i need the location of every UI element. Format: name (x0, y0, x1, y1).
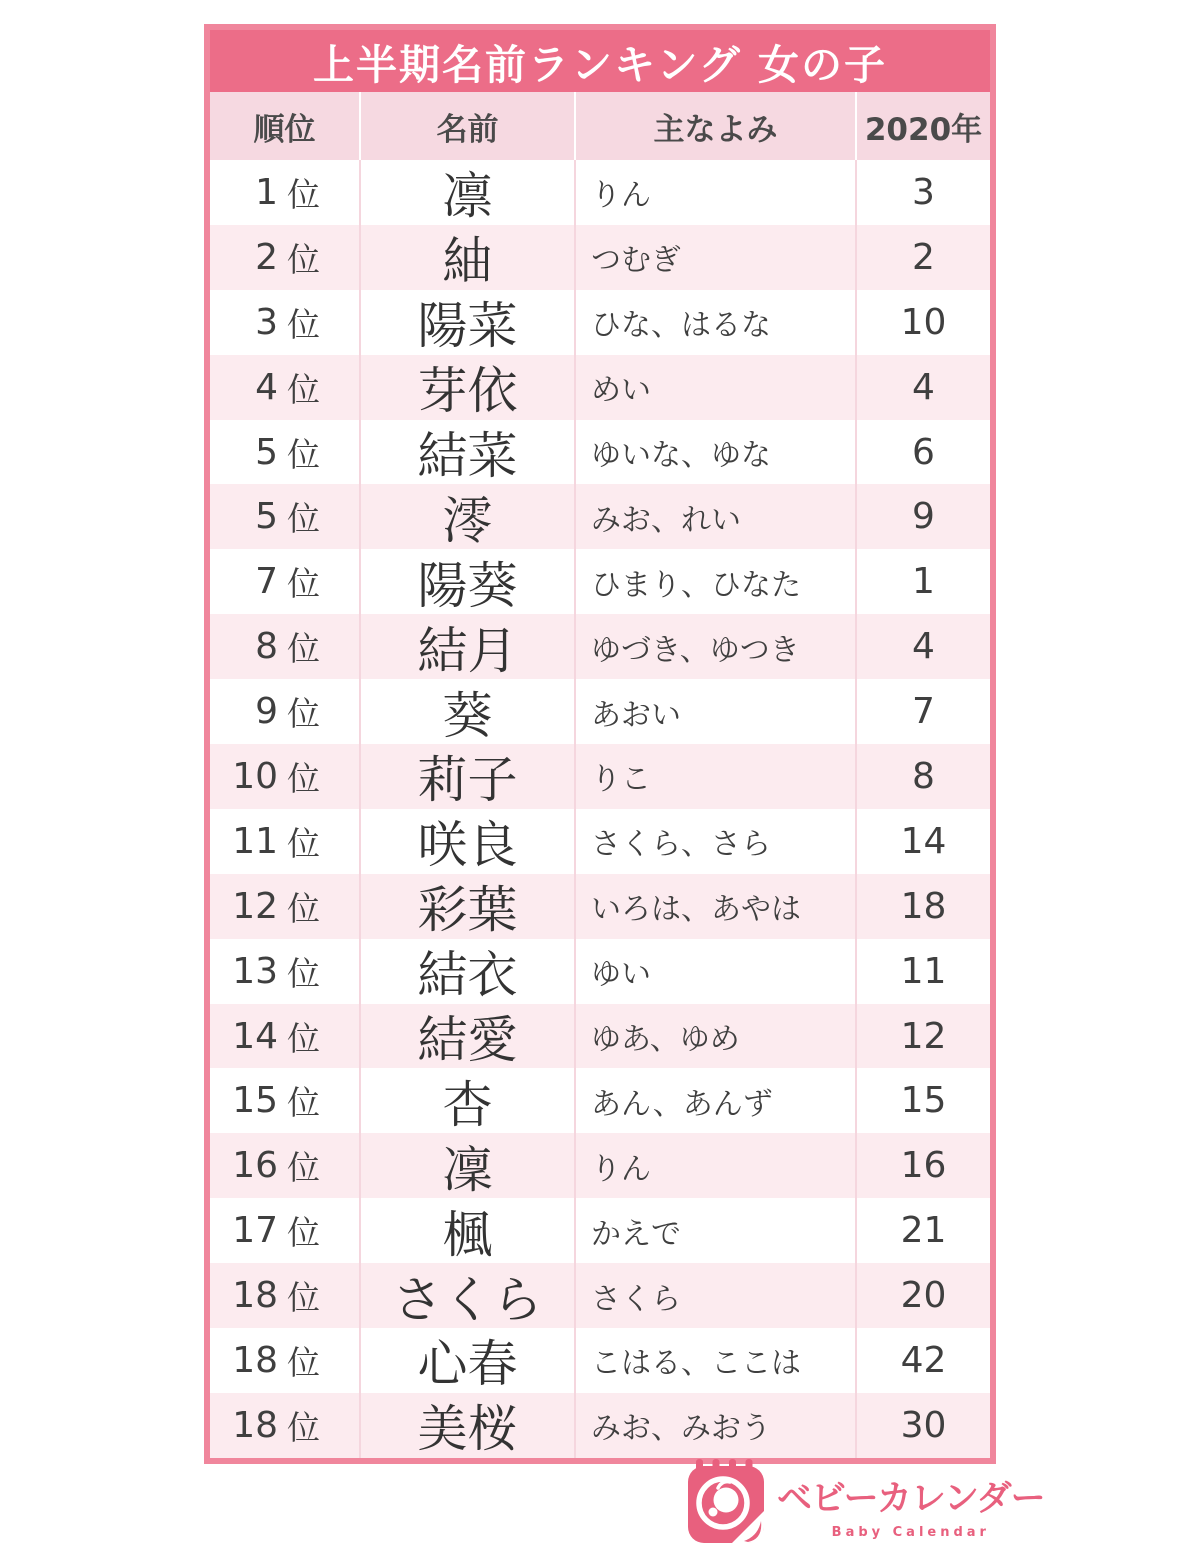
name-cell: 芽依 (361, 355, 576, 420)
reading-cell: めい (576, 355, 857, 420)
table-row (210, 614, 990, 679)
table-row (210, 1198, 990, 1263)
column-header-rank: 順位 (210, 92, 361, 160)
reading-cell: ゆづき、ゆつき (576, 614, 857, 679)
table-row (210, 225, 990, 290)
rank-number: 16 (232, 1145, 278, 1187)
rank-cell (210, 420, 361, 485)
table-row (210, 1004, 990, 1069)
name-cell: 結愛 (361, 1004, 576, 1069)
rank-2020-cell: 4 (912, 626, 935, 668)
brand-name: ベビーカレンダー (777, 1479, 1045, 1519)
rank-number: 3 (255, 301, 278, 343)
name-cell: 結菜 (361, 420, 576, 485)
rank-suffix: 位 (287, 499, 320, 539)
rank-cell (210, 744, 361, 809)
rank-number: 8 (255, 626, 278, 668)
reading-cell: さくら、さら (576, 809, 857, 874)
rank-number: 18 (232, 1339, 278, 1381)
rank-number: 18 (232, 1404, 278, 1446)
rank-suffix: 位 (287, 1083, 320, 1123)
table-row (210, 484, 990, 549)
reading-cell: ゆいな、ゆな (576, 420, 857, 485)
rank-number: 2 (255, 236, 278, 278)
rank-suffix: 位 (287, 1213, 320, 1253)
rank-2020-cell: 20 (900, 1275, 947, 1317)
table-row (210, 355, 990, 420)
rank-2020-cell: 18 (900, 885, 947, 927)
table-row (210, 1133, 990, 1198)
rank-suffix: 位 (287, 1342, 320, 1382)
rank-suffix: 位 (287, 174, 320, 214)
rank-cell (210, 225, 361, 290)
table-row (210, 1393, 990, 1458)
rank-suffix: 位 (287, 1278, 320, 1318)
column-header-reading: 主なよみ (576, 92, 857, 160)
table-row (210, 290, 990, 355)
reading-cell: こはる、ここは (576, 1328, 857, 1393)
rank-number: 4 (255, 366, 278, 408)
rank-cell (210, 290, 361, 355)
rank-suffix: 位 (287, 564, 320, 604)
rank-2020-cell: 3 (912, 171, 935, 213)
rank-suffix: 位 (287, 629, 320, 669)
rank-2020-cell: 2 (912, 236, 935, 278)
rank-cell (210, 1328, 361, 1393)
rank-cell (210, 874, 361, 939)
baby-calendar-logo (688, 1459, 1045, 1543)
reading-cell: あおい (576, 679, 857, 744)
table-row (210, 809, 990, 874)
rank-suffix: 位 (287, 758, 320, 798)
table-title: 上半期名前ランキング 女の子 (210, 30, 990, 92)
rank-cell (210, 1198, 361, 1263)
rank-2020-cell: 42 (900, 1339, 947, 1381)
rank-number: 12 (232, 885, 278, 927)
rank-cell (210, 809, 361, 874)
rank-suffix: 位 (287, 1148, 320, 1188)
name-cell: 心春 (361, 1328, 576, 1393)
table-row (210, 420, 990, 485)
rank-number: 14 (232, 1015, 278, 1057)
rank-2020-cell: 4 (912, 366, 935, 408)
name-cell: 陽葵 (361, 549, 576, 614)
rank-cell (210, 355, 361, 420)
rank-cell (210, 679, 361, 744)
reading-cell: あん、あんず (576, 1068, 857, 1133)
rank-number: 5 (255, 431, 278, 473)
name-cell: 葵 (361, 679, 576, 744)
rank-2020-cell: 6 (912, 431, 935, 473)
rank-suffix: 位 (287, 1407, 320, 1447)
rank-suffix: 位 (287, 823, 320, 863)
table-row (210, 1263, 990, 1328)
table-row (210, 1068, 990, 1133)
table-row (210, 744, 990, 809)
rank-number: 18 (232, 1275, 278, 1317)
rank-cell (210, 1068, 361, 1133)
table-row (210, 549, 990, 614)
name-cell: 莉子 (361, 744, 576, 809)
rank-cell (210, 549, 361, 614)
rank-2020-cell: 11 (900, 950, 947, 992)
name-ranking-table (204, 24, 996, 1464)
reading-cell: つむぎ (576, 225, 857, 290)
table-row (210, 939, 990, 1004)
rank-cell (210, 939, 361, 1004)
rank-number: 13 (232, 950, 278, 992)
rank-2020-cell: 30 (900, 1404, 947, 1446)
table-row (210, 679, 990, 744)
name-cell: 陽菜 (361, 290, 576, 355)
table-row (210, 874, 990, 939)
rank-cell (210, 160, 361, 225)
reading-cell: ひな、はるな (576, 290, 857, 355)
rank-number: 11 (232, 820, 278, 862)
rank-number: 10 (232, 755, 278, 797)
name-cell: 紬 (361, 225, 576, 290)
rank-cell (210, 1133, 361, 1198)
reading-cell: みお、みおう (576, 1393, 857, 1458)
column-header-name: 名前 (361, 92, 576, 160)
brand-subtitle: Baby Calendar (831, 1525, 990, 1540)
rank-2020-cell: 14 (900, 820, 947, 862)
rank-suffix: 位 (287, 888, 320, 928)
rank-number: 7 (255, 561, 278, 603)
reading-cell: さくら (576, 1263, 857, 1328)
logo-text-block (777, 1471, 1045, 1540)
rank-suffix: 位 (287, 369, 320, 409)
rank-cell (210, 1393, 361, 1458)
rank-cell (210, 1004, 361, 1069)
reading-cell: りん (576, 160, 857, 225)
rank-cell (210, 1263, 361, 1328)
rank-suffix: 位 (287, 1018, 320, 1058)
rank-2020-cell: 10 (900, 301, 947, 343)
name-cell: 杏 (361, 1068, 576, 1133)
reading-cell: かえで (576, 1198, 857, 1263)
reading-cell: いろは、あやは (576, 874, 857, 939)
table-row (210, 160, 990, 225)
name-cell: 楓 (361, 1198, 576, 1263)
rank-suffix: 位 (287, 953, 320, 993)
rank-number: 15 (232, 1080, 278, 1122)
rank-number: 17 (232, 1210, 278, 1252)
rank-2020-cell: 1 (912, 561, 935, 603)
name-cell: 美桜 (361, 1393, 576, 1458)
baby-calendar-icon (688, 1459, 764, 1543)
name-cell: 凜 (361, 1133, 576, 1198)
reading-cell: ひまり、ひなた (576, 549, 857, 614)
rank-2020-cell: 21 (900, 1210, 947, 1252)
rank-suffix: 位 (287, 239, 320, 279)
rank-number: 9 (255, 691, 278, 733)
table-row (210, 1328, 990, 1393)
rank-cell (210, 614, 361, 679)
rank-number: 5 (255, 496, 278, 538)
name-cell: 結衣 (361, 939, 576, 1004)
name-cell: 彩葉 (361, 874, 576, 939)
rank-suffix: 位 (287, 434, 320, 474)
table-body (210, 160, 990, 1458)
name-cell: 澪 (361, 484, 576, 549)
rank-2020-cell: 12 (900, 1015, 947, 1057)
reading-cell: みお、れい (576, 484, 857, 549)
rank-suffix: 位 (287, 694, 320, 734)
reading-cell: りこ (576, 744, 857, 809)
reading-cell: ゆあ、ゆめ (576, 1004, 857, 1069)
rank-suffix: 位 (287, 304, 320, 344)
name-cell: 咲良 (361, 809, 576, 874)
name-cell: 凛 (361, 160, 576, 225)
rank-cell (210, 484, 361, 549)
rank-2020-cell: 16 (900, 1145, 947, 1187)
rank-2020-cell: 9 (912, 496, 935, 538)
rank-number: 1 (255, 171, 278, 213)
reading-cell: ゆい (576, 939, 857, 1004)
rank-2020-cell: 7 (912, 691, 935, 733)
table-column-header-row (210, 92, 990, 160)
name-cell: さくら (361, 1263, 576, 1328)
rank-2020-cell: 8 (912, 755, 935, 797)
rank-2020-cell: 15 (900, 1080, 947, 1122)
name-cell: 結月 (361, 614, 576, 679)
column-header-2020: 2020年 (864, 111, 983, 148)
reading-cell: りん (576, 1133, 857, 1198)
